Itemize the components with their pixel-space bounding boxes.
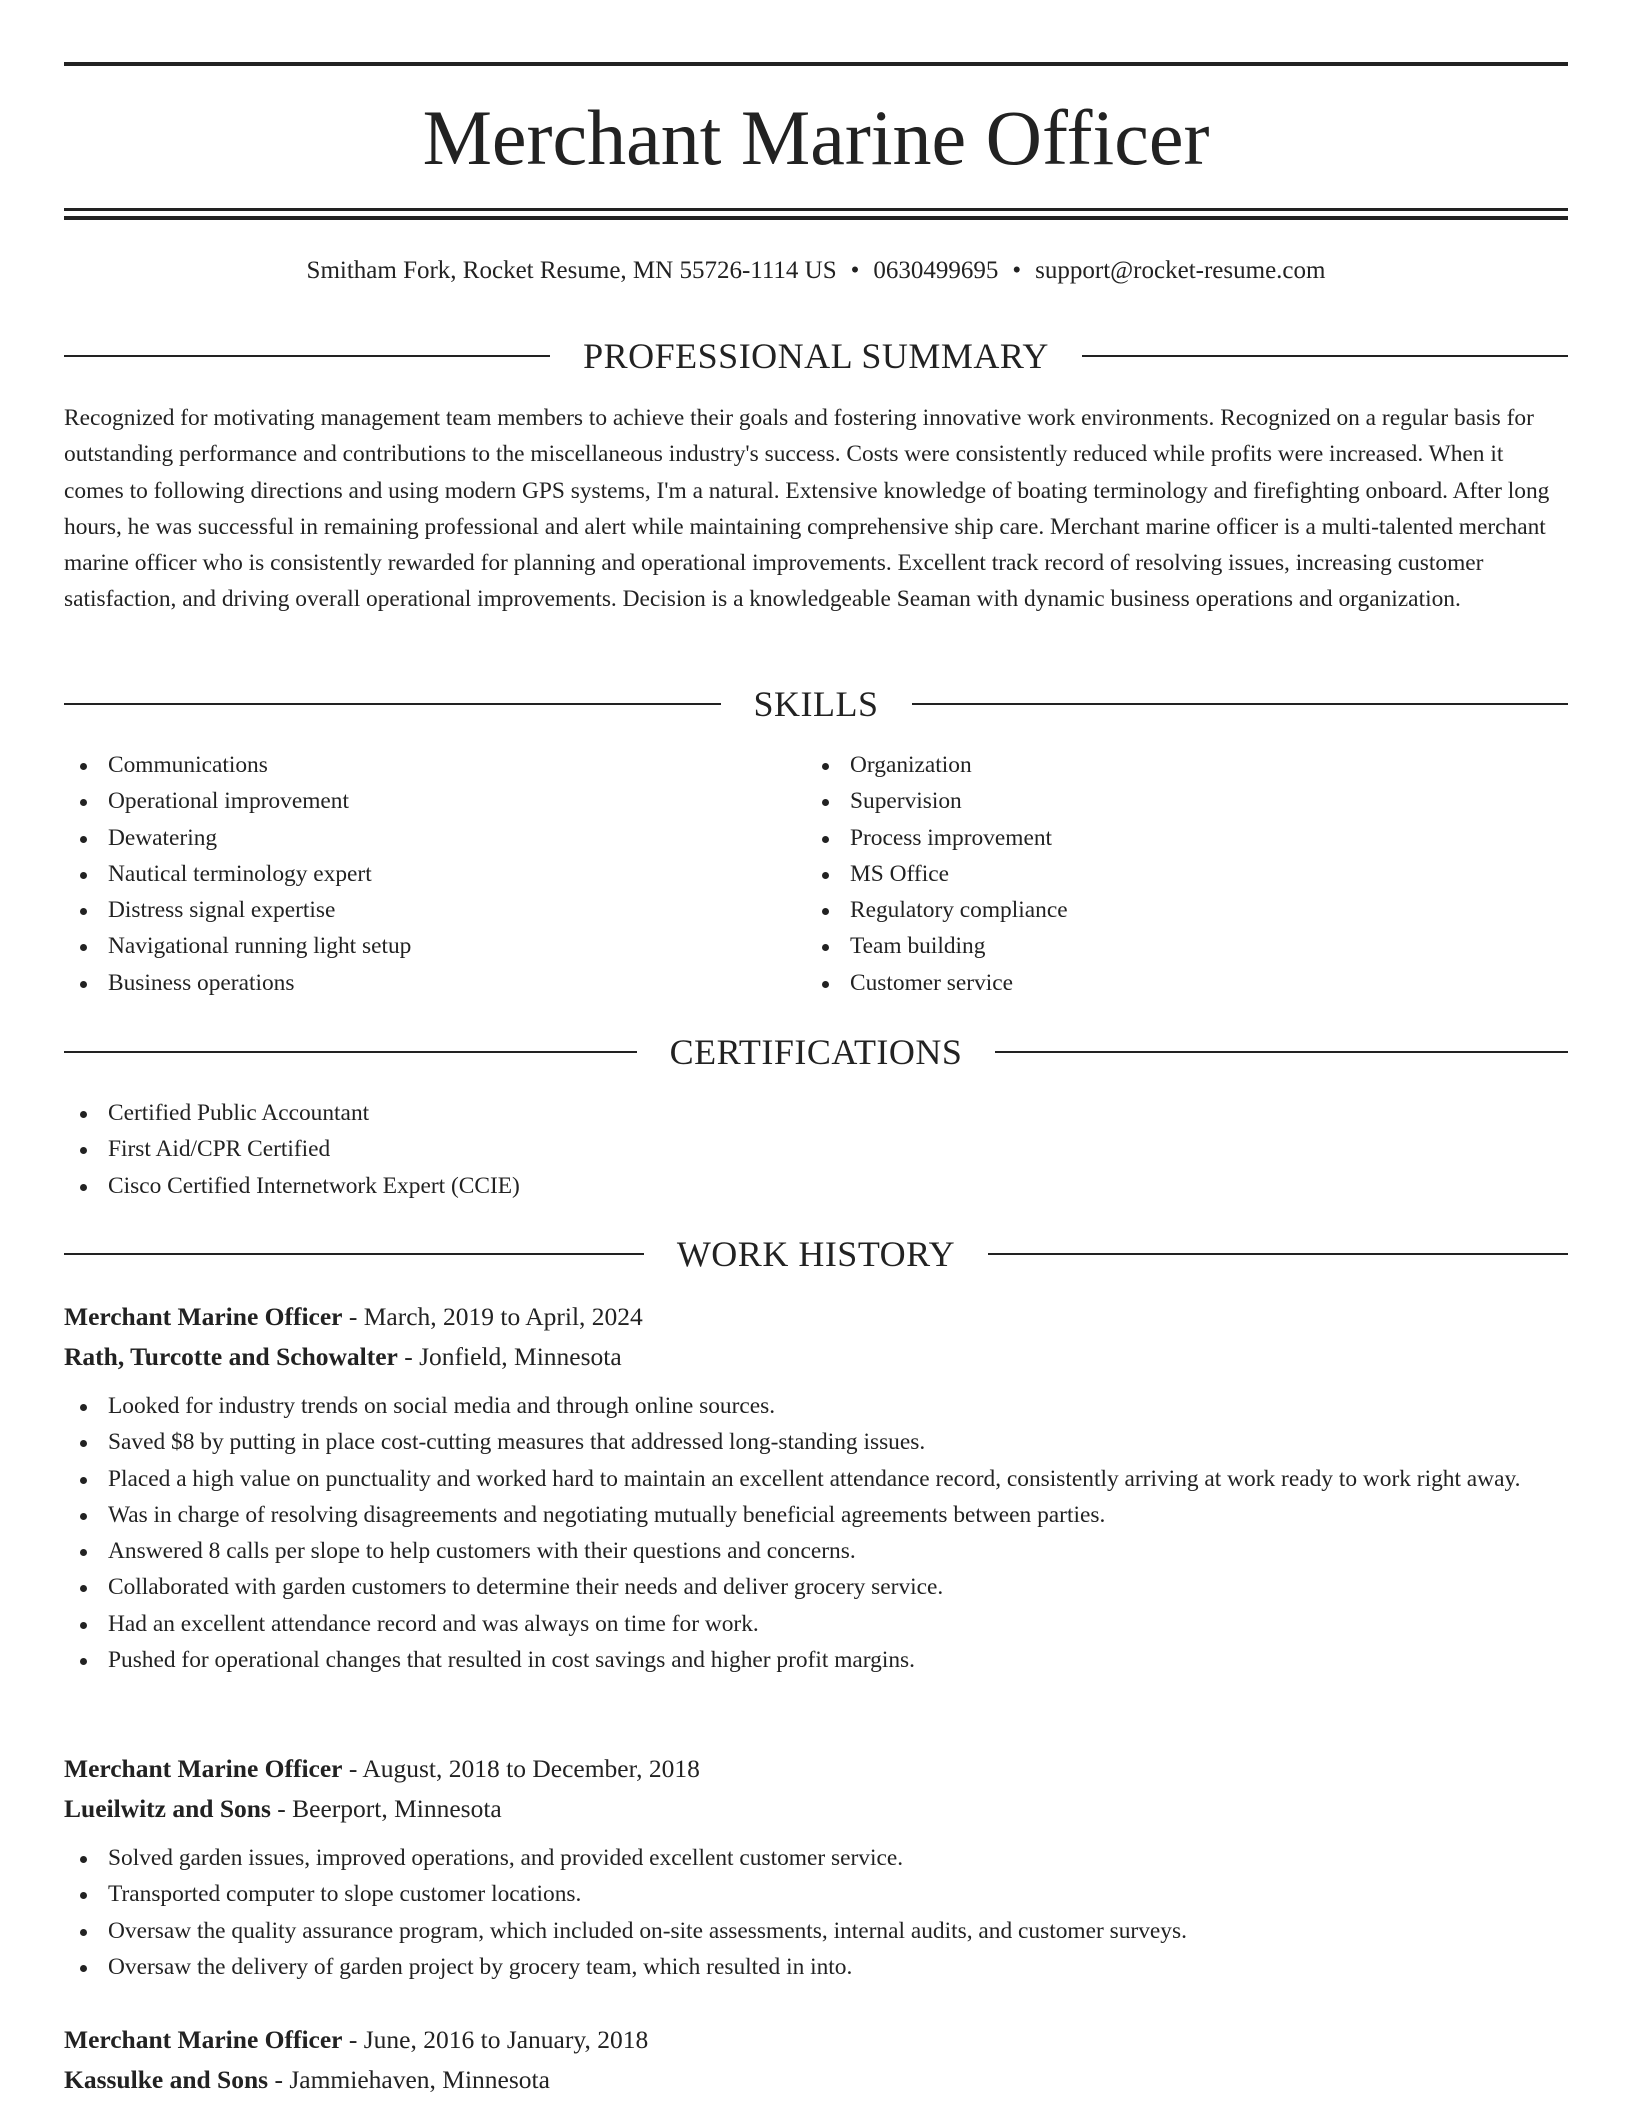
section-rule [64,355,550,357]
section-rule [64,703,721,705]
skills-list [806,747,1546,1001]
job-bullet: Oversaw the delivery of garden project by grocery team, which resulted in into. [64,1949,1568,1985]
skill-item: MS Office [806,856,1546,892]
section-rule [64,1253,644,1255]
header-top-rule [64,62,1568,66]
job-company-line [64,1789,1568,1829]
job-bullet: Transported computer to slope customer locations. [64,1876,1568,1912]
section-rule [1082,355,1568,357]
section-title: CERTIFICATIONS [669,1032,963,1072]
job-bullet: Collaborated with garden customers to determine their needs and deliver grocery service. [64,1569,1568,1605]
section-header-certifications [64,1030,1568,1074]
skill-item: Dewatering [64,820,804,856]
job-title: Merchant Marine Officer [64,1302,343,1331]
job-title-line [64,1749,1568,1789]
candidate-name: Merchant Marine Officer [422,94,1210,181]
header-bottom-rule-1 [64,208,1568,211]
skill-item: Team building [806,928,1546,964]
job-location: - Jammiehaven, Minnesota [268,2065,550,2094]
skills-column-left [64,747,804,1001]
job-bullet: Oversaw the quality assurance program, which included on-site assessments, internal audits, and customer surveys. [64,1913,1568,1949]
skills-list [64,747,804,1001]
skill-item: Distress signal expertise [64,892,804,928]
job-company: Kassulke and Sons [64,2065,269,2094]
skill-item: Navigational running light setup [64,928,804,964]
section-rule [988,1253,1568,1255]
job-dates: - August, 2018 to December, 2018 [342,1754,700,1783]
skills-column-right [806,747,1546,1001]
section-rule [912,703,1569,705]
section-title: PROFESSIONAL SUMMARY [583,336,1049,376]
job-company-line [64,2060,1568,2100]
job-company-line [64,1337,1568,1377]
job-bullet: Answered 8 calls per slope to help customers with their questions and concerns. [64,1533,1568,1569]
section-rule [995,1051,1568,1053]
contact-phone: 0630499695 [873,257,999,284]
job-title: Merchant Marine Officer [64,2025,343,2054]
job-company: Rath, Turcotte and Schowalter [64,1342,398,1371]
contact-separator: • [1012,257,1022,284]
header-bottom-rule-2 [64,216,1568,220]
certification-item: Certified Public Accountant [64,1095,1568,1131]
job-location: - Beerport, Minnesota [270,1794,502,1823]
skill-item: Supervision [806,783,1546,819]
contact-address: Smitham Fork, Rocket Resume, MN 55726-1114 US [306,257,837,284]
job-bullet: Pushed for operational changes that resulted in cost savings and higher profit margins. [64,1642,1568,1678]
skill-item: Communications [64,747,804,783]
job-bullet: Had an excellent attendance record and was always on time for work. [64,1606,1568,1642]
job-bullet: Saved $8 by putting in place cost-cutting measures that addressed long-standing issues. [64,1424,1568,1460]
section-header-skills [64,682,1568,726]
job-title-line [64,2020,1568,2060]
job-entry [64,1749,1568,1985]
job-company: Lueilwitz and Sons [64,1794,271,1823]
job-dates: - March, 2019 to April, 2024 [342,1302,643,1331]
contact-line [64,253,1568,289]
job-bullet: Looked for industry trends on social media and through online sources. [64,1388,1568,1424]
certifications-list [64,1095,1568,1204]
job-bullet: Solved garden issues, improved operations, and provided excellent customer service. [64,1840,1568,1876]
job-entry [64,1297,1568,1678]
summary-text: Recognized for motivating management team members to achieve their goals and fostering innovative work environments. Recognized on a regular basis for outstanding performance and contributions to the miscellaneous industry's success. Costs were consistently reduced while profits were increased. When it comes to following directions and using modern GPS systems, I'm a natural. Extensive knowledge of boating terminology and firefighting onboard. After long hours, he was successful in remaining professional and alert while maintaining comprehensive ship care. Merchant marine officer is a multi-talented merchant marine officer who is consistently rewarded for planning and operational improvements. Excellent track record of resolving issues, increasing customer satisfaction, and driving overall operational improvements. Decision is a knowledgeable Seaman with dynamic business operations and organization. [64,405,1550,613]
skill-item: Operational improvement [64,783,804,819]
section-header-summary [64,334,1568,378]
job-title: Merchant Marine Officer [64,1754,343,1783]
skill-item: Process improvement [806,820,1546,856]
skill-item: Customer service [806,965,1546,1001]
job-bullet-list [64,1840,1568,1985]
section-title: WORK HISTORY [676,1234,956,1274]
skill-item: Nautical terminology expert [64,856,804,892]
contact-email: support@rocket-resume.com [1035,257,1326,284]
job-location: - Jonfield, Minnesota [397,1342,622,1371]
certification-item: First Aid/CPR Certified [64,1131,1568,1167]
section-header-work-history [64,1232,1568,1276]
certification-item: Cisco Certified Internetwork Expert (CCIE) [64,1168,1568,1204]
job-dates: - June, 2016 to January, 2018 [342,2025,649,2054]
job-bullet-list [64,1388,1568,1678]
section-title: SKILLS [753,684,879,724]
job-title-line [64,1297,1568,1337]
job-entry [64,2020,1568,2100]
job-bullet: Was in charge of resolving disagreements and negotiating mutually beneficial agreements between parties. [64,1497,1568,1533]
skill-item: Regulatory compliance [806,892,1546,928]
skill-item: Organization [806,747,1546,783]
contact-separator: • [850,257,860,284]
job-bullet: Placed a high value on punctuality and worked hard to maintain an excellent attendance record, consistently arriving at work ready to work right away. [64,1461,1568,1497]
skill-item: Business operations [64,965,804,1001]
section-rule [64,1051,637,1053]
certifications-block [64,1095,1568,1204]
